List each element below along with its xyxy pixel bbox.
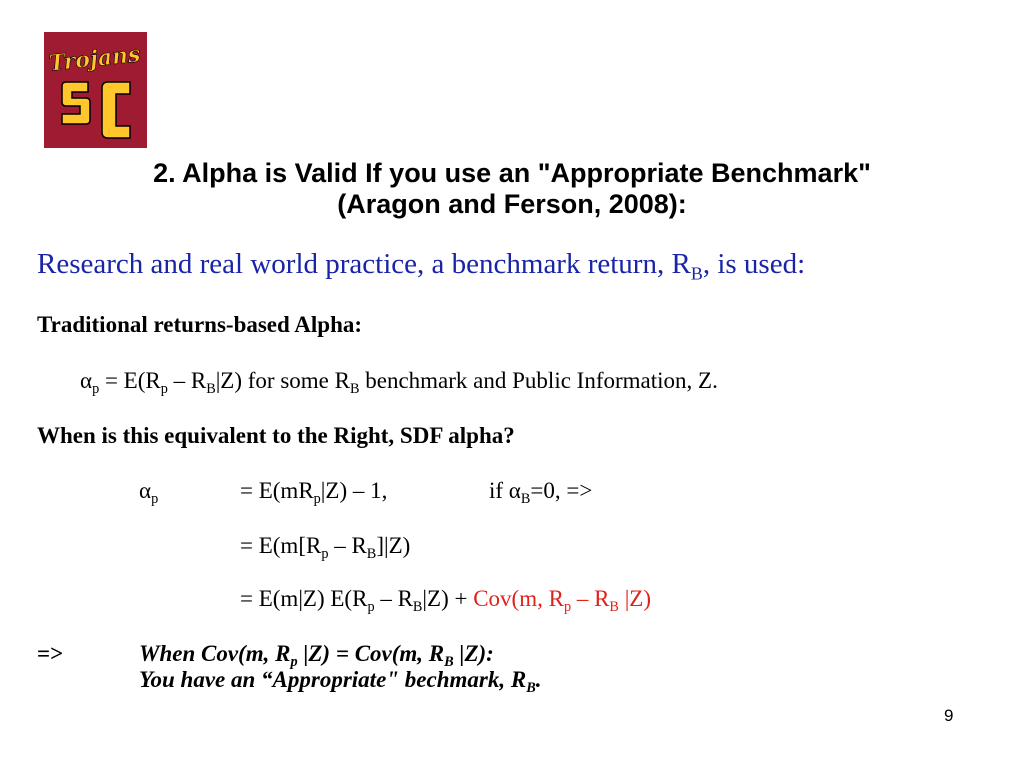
equation-sdf-alpha-lhs <box>139 478 159 507</box>
svg-text:Trojans: Trojans <box>47 41 142 77</box>
eq4-red-a: Cov(m, R <box>473 586 564 611</box>
eq3-sub2: B <box>366 545 377 562</box>
eq4-red-b: – R <box>571 586 610 611</box>
eq4-red-c: |Z) <box>618 586 652 611</box>
eq4-sub2: B <box>412 598 423 615</box>
concl-l2-sub: B <box>526 679 536 696</box>
concl-l1-c: |Z): <box>453 641 494 666</box>
covariance-term <box>473 586 652 615</box>
eq1-part2: – R <box>167 368 207 393</box>
eq3-sub1: p <box>321 545 329 562</box>
conclusion-line2 <box>139 667 542 696</box>
intro-text: Research and real world practice, a benchmark return, R <box>37 248 691 280</box>
eq1-sub2: B <box>206 380 216 397</box>
eq1-part3: |Z) for some R <box>215 368 350 393</box>
trojans-sc-logo-image <box>44 32 147 148</box>
equation-step-2 <box>240 533 411 562</box>
eq1-sub1: p <box>160 380 168 397</box>
concl-l1-sub1: p <box>290 653 298 670</box>
intro-line <box>37 248 806 284</box>
concl-l1-sub2: B <box>444 653 454 670</box>
concl-l2-a: You have an “Appropriate" bechmark, R <box>139 667 527 692</box>
eq3-a: = E(m[R <box>240 533 322 558</box>
eq2-alpha: α <box>139 478 152 503</box>
intro-tail: , is used: <box>702 248 806 280</box>
heading-sdf-question: When is this equivalent to the Right, SDF alpha? <box>37 423 515 448</box>
equation-step-3 <box>240 586 652 615</box>
eq1-alpha: α <box>80 368 93 393</box>
page-number: 9 <box>944 706 954 725</box>
eq2-rhs-a: = E(mR <box>240 478 314 503</box>
intro-sub: B <box>690 263 703 284</box>
eq4-c: |Z) + <box>422 586 474 611</box>
eq4-sub1: p <box>367 598 375 615</box>
conclusion-arrow: => <box>37 641 64 666</box>
equation-sdf-alpha-rhs <box>240 478 388 507</box>
eq1-part1: = E(R <box>99 368 161 393</box>
eq2-alpha-sub: p <box>151 490 159 507</box>
heading-traditional-alpha: Traditional returns-based Alpha: <box>37 312 363 337</box>
eq2-cond-b: =0, => <box>530 478 593 503</box>
eq4-red-sub1: p <box>563 598 572 615</box>
eq3-b: – R <box>328 533 367 558</box>
eq2-cond-a: if α <box>489 478 521 503</box>
eq2-rhs-sub: p <box>313 490 321 507</box>
eq1-alpha-sub: p <box>92 380 100 397</box>
eq4-red-sub2: B <box>609 598 619 615</box>
concl-l2-c: . <box>535 667 542 692</box>
concl-l1-a: When Cov(m, R <box>139 641 291 666</box>
usc-trojans-logo <box>44 32 147 148</box>
concl-l1-b: |Z) = Cov(m, R <box>297 641 445 666</box>
equation-sdf-condition <box>489 478 593 507</box>
eq2-rhs-b: |Z) – 1, <box>320 478 388 503</box>
eq3-c: ]|Z) <box>376 533 411 558</box>
eq4-b: – R <box>374 586 413 611</box>
conclusion-line1 <box>139 641 494 670</box>
eq4-a: = E(m|Z) E(R <box>240 586 368 611</box>
eq1-part4: benchmark and Public Information, Z. <box>359 368 718 393</box>
slide-title-line2: (Aragon and Ferson, 2008): <box>337 189 687 219</box>
eq2-cond-sub: B <box>520 490 531 507</box>
eq1-sub3: B <box>349 380 360 397</box>
slide-title-line1: 2. Alpha is Valid If you use an "Appropriate Benchmark" <box>153 158 871 188</box>
slide-title <box>0 158 1024 220</box>
equation-traditional-alpha <box>80 368 718 397</box>
